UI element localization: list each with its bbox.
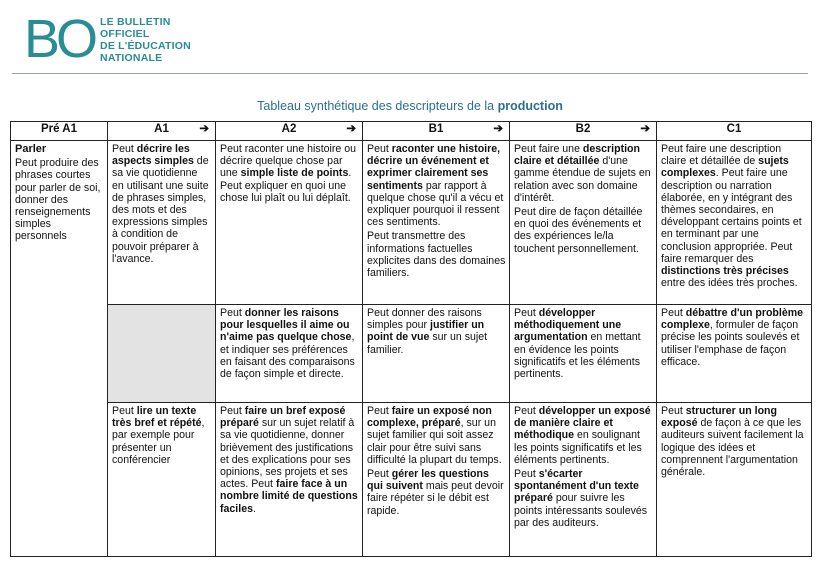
descriptor-text: sur un sujet familier. — [367, 331, 488, 356]
descriptor-emphasis: simple liste de points — [240, 167, 349, 180]
header-label: A1 — [154, 123, 169, 135]
descriptor-text: d'une gamme étendue de sujets en relation avec son domaine d'intérêt. — [514, 155, 651, 204]
descriptor-emphasis: développer un exposé de manière claire et méthodique — [514, 405, 651, 442]
descriptor-cell — [657, 305, 812, 403]
descriptor-emphasis: faire face à un nombre limité de questions faciles — [220, 478, 358, 515]
descriptor-emphasis: développer méthodiquement une argumentation — [514, 307, 622, 344]
descriptor-cell — [216, 141, 363, 305]
arrow-right-icon: ➔ — [640, 123, 650, 135]
descriptor-text: Peut — [661, 307, 686, 319]
arrow-right-icon: ➔ — [346, 123, 356, 135]
descriptor-paragraph — [514, 468, 653, 529]
table-row — [11, 305, 812, 403]
descriptor-paragraph — [220, 143, 359, 204]
descriptor-text: Peut — [661, 405, 686, 417]
descriptor-emphasis: sujets complexes — [661, 155, 789, 180]
descriptor-text: Peut donner des raisons simples pour — [367, 307, 482, 332]
header-label: A2 — [281, 123, 297, 135]
table-row — [11, 403, 812, 557]
descriptor-text: Peut — [514, 307, 539, 319]
descriptor-emphasis: donner les raisons pour lesquelles il aime ou n'aime pas quelque chose — [220, 307, 352, 344]
descriptor-cell — [510, 305, 657, 403]
descriptor-emphasis: décrire les aspects simples — [112, 143, 194, 168]
descriptor-text: Peut — [220, 307, 245, 319]
descriptor-emphasis: faire un exposé non complexe, préparé — [367, 405, 492, 430]
descriptor-text: Peut faire une — [514, 143, 583, 155]
descriptor-text: en mettant en évidence les points significatifs et les éléments pertinents. — [514, 331, 641, 381]
descriptor-emphasis: faire un bref exposé préparé — [220, 405, 346, 430]
descriptor-paragraph — [514, 307, 653, 380]
descriptor-text: , sur un sujet familier qui soit assez clair pour être suivi sans difficulté la plupart du temps. — [367, 417, 502, 466]
descriptor-text: Peut raconter une histoire ou décrire quelque chose par une — [220, 143, 357, 180]
logo-mark: BO — [24, 9, 95, 69]
logo-line: NATIONALE — [100, 52, 163, 64]
descriptor-text: Peut transmettre des informations factuelles explicites dans des domaines familiers. — [367, 230, 506, 280]
descriptor-paragraph — [112, 405, 212, 466]
arrow-right-icon: ➔ — [199, 123, 209, 135]
descriptor-cell — [657, 403, 812, 557]
descriptor-text: de façon à ce que les auditeurs suivent facilement la logique des idées et comprennent l'argumentation générale. — [661, 417, 804, 479]
descriptor-cell — [108, 141, 216, 305]
descriptor-text: Peut — [220, 405, 245, 417]
descriptor-text: pour suivre les points intéressants soulevés par des auditeurs. — [514, 492, 648, 529]
row-label-cell — [11, 141, 108, 557]
descriptor-text: , par exemple pour présenter un conférencier — [112, 417, 205, 466]
table-row — [11, 141, 812, 305]
empty-cell — [108, 305, 216, 403]
header-row — [11, 122, 812, 141]
descriptor-emphasis: gérer les questions qui suivent — [367, 468, 489, 493]
descriptor-emphasis: justifier un point de vue — [367, 319, 485, 344]
descriptor-text: entre des idées très proches. — [661, 277, 798, 290]
descriptor-paragraph — [220, 307, 359, 380]
descriptor-text: , et indiquer ses préférences en faisant des comparaisons de façon simple et directe. — [220, 331, 355, 381]
descriptor-paragraph — [367, 307, 506, 356]
descriptor-text: de sa vie quotidienne en utilisant une suite de phrases simples, des mots et des expressions simples à condition de pouvoir préparer à l'avance. — [112, 155, 209, 265]
descriptor-cell — [216, 305, 363, 403]
logo-line: DE L'ÉDUCATION — [100, 40, 191, 52]
row-label-text: Peut produire des phrases courtes pour parler de soi, donner des renseignements simples personnels — [15, 157, 101, 243]
header-b1 — [363, 122, 510, 141]
descriptor-emphasis: structurer un long exposé — [661, 405, 777, 430]
descriptor-paragraph — [514, 143, 653, 204]
header-label: C1 — [726, 123, 742, 135]
descriptor-text: . Peut faire une description ou narration élaborée, en y intégrant des thèmes secondaires, en développant certains points et en terminant par une conclusion appropriée. Peut faire remarquer des — [661, 167, 802, 265]
descriptor-emphasis: lire un texte très bref et répété — [112, 405, 202, 430]
descriptor-paragraph — [514, 206, 653, 255]
descriptor-cell — [363, 403, 510, 557]
descriptor-paragraph — [367, 143, 506, 228]
descriptor-cell — [363, 305, 510, 403]
header-a2 — [216, 122, 363, 141]
header-label: B2 — [575, 123, 591, 135]
descriptor-text: sur un sujet relatif à sa vie quotidienne, donner brièvement des justifications et des explications pour ses opinions, ses projets et ses actes. Peut — [220, 417, 355, 491]
descriptor-text: par rapport à quelque chose qu'il a vécu et expliquer pourquoi il ressent ces sentiments. — [367, 179, 504, 229]
header-label: Pré A1 — [40, 123, 77, 135]
descriptor-emphasis: distinctions très précises — [661, 265, 789, 278]
caption-bold: production — [497, 99, 563, 113]
header-c1 — [657, 122, 812, 141]
descriptor-cell — [510, 141, 657, 305]
logo-line: OFFICIEL — [100, 28, 150, 40]
header-a1 — [108, 122, 216, 141]
header-divider — [12, 73, 808, 74]
descriptor-cell — [510, 403, 657, 557]
header-b2 — [510, 122, 657, 141]
descriptor-text: Peut — [112, 143, 137, 155]
descriptor-text: , formuler de façon précise les points soulevés et utiliser l'emphase de façon efficace. — [661, 319, 800, 368]
descriptor-emphasis: s'écarter spontanément d'un texte préparé — [514, 468, 639, 505]
descriptor-paragraph — [367, 405, 506, 466]
descriptor-cell — [108, 403, 216, 557]
row-label-title: Parler — [15, 143, 47, 155]
descriptor-text: Peut — [514, 468, 539, 481]
descriptor-text: mais peut devoir faire répéter si le débit est rapide. — [367, 480, 504, 517]
descriptor-text: Peut dire de façon détaillée en quoi des événements et des expériences le/la touchent personnellement. — [514, 206, 643, 255]
caption-prefix: Tableau synthétique des descripteurs de la — [257, 99, 498, 113]
descriptor-text: Peut — [367, 143, 392, 155]
logo-line: LE BULLETIN — [100, 16, 171, 28]
descriptor-emphasis: description claire et détaillée — [514, 143, 641, 168]
descriptor-emphasis: raconter une histoire, décrire un événement et exprimer clairement ses sentiments — [367, 143, 501, 192]
descriptor-paragraph — [661, 143, 808, 289]
descriptor-text: Peut — [367, 405, 392, 417]
header-label: B1 — [428, 123, 444, 135]
descriptor-paragraph — [112, 143, 212, 265]
descriptor-text: . — [252, 502, 256, 515]
descriptor-text: Peut — [367, 468, 392, 481]
descriptor-paragraph — [367, 230, 506, 279]
descriptor-text: Peut — [514, 405, 539, 417]
header-pre-a1 — [11, 122, 108, 141]
bo-logo — [24, 9, 191, 69]
descriptor-text: Peut — [112, 405, 137, 417]
descriptor-emphasis: débattre d'un problème complexe — [661, 307, 804, 332]
descriptor-paragraph — [514, 405, 653, 466]
descriptor-paragraph — [367, 468, 506, 517]
descriptor-table — [10, 121, 812, 557]
descriptor-paragraph — [661, 307, 808, 368]
descriptor-cell — [216, 403, 363, 557]
descriptor-text: Peut faire une description claire et détaillée de — [661, 143, 782, 168]
arrow-right-icon: ➔ — [493, 123, 503, 135]
descriptor-text: . Peut expliquer en quoi une chose lui plaît ou lui déplaît. — [220, 167, 352, 204]
descriptor-cell — [657, 141, 812, 305]
descriptor-paragraph — [661, 405, 808, 478]
descriptor-text: en soulignant les points significatifs et les éléments pertinents. — [514, 429, 642, 466]
descriptor-paragraph — [220, 405, 359, 515]
table-caption — [0, 99, 820, 113]
descriptor-cell — [363, 141, 510, 305]
logo-wordmark — [100, 16, 191, 64]
